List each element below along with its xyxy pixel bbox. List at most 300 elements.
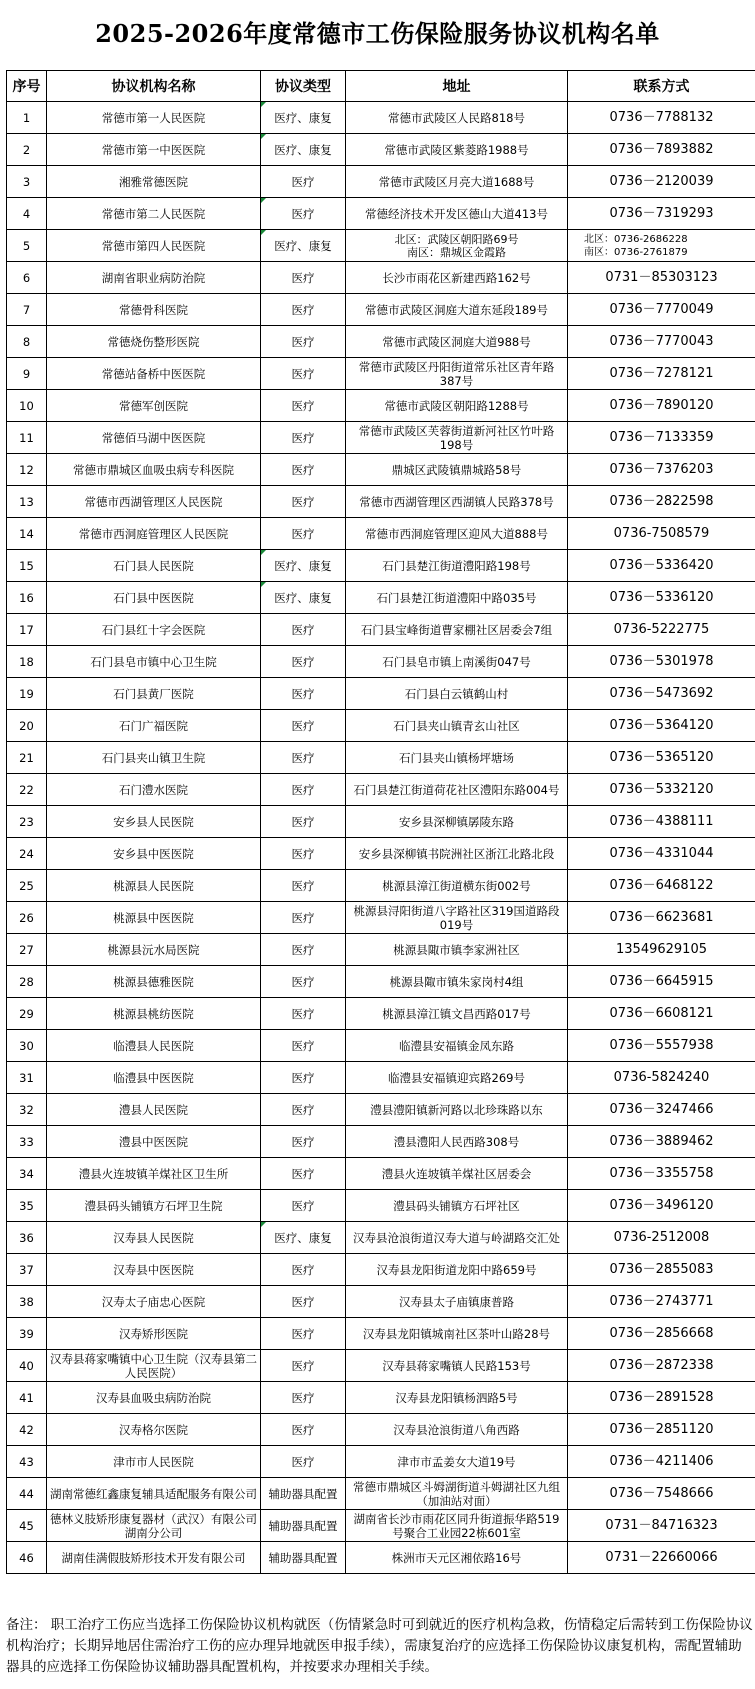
- agreement-type: [261, 262, 346, 294]
- cell-comment-marker: [261, 102, 266, 107]
- agreement-type: [261, 326, 346, 358]
- address: 澧县码头铺镇方石坪社区: [346, 1190, 568, 1222]
- table-row: [7, 1446, 755, 1478]
- institution-name: 石门县黄厂医院: [47, 678, 261, 710]
- table-row: [7, 678, 755, 710]
- institution-name: 汉寿格尔医院: [47, 1414, 261, 1446]
- table-row: [7, 998, 755, 1030]
- agreement-type: [261, 582, 346, 614]
- table-row: [7, 710, 755, 742]
- agreement-type: [261, 486, 346, 518]
- address: 常德市鼎城区斗姆湖街道斗姆湖社区九组（加油站对面）: [346, 1478, 568, 1510]
- agreement-type: [261, 646, 346, 678]
- agreement-type-label: 医疗: [291, 686, 315, 701]
- address: 津市市孟姜女大道19号: [346, 1446, 568, 1478]
- table-row: [7, 230, 755, 262]
- row-index: 26: [7, 902, 47, 934]
- table-row: [7, 1030, 755, 1062]
- agreement-type-label: 医疗: [291, 718, 315, 733]
- agreement-type-label: 医疗: [291, 1070, 315, 1085]
- phone: 0736－5301978: [568, 646, 755, 678]
- table-header-row: [7, 71, 755, 102]
- institution-name: 湖南省职业病防治院: [47, 262, 261, 294]
- institution-name: 常德市第二人民医院: [47, 198, 261, 230]
- table-row: [7, 646, 755, 678]
- row-index: 35: [7, 1190, 47, 1222]
- phone: 0736－5473692: [568, 678, 755, 710]
- cell-comment-marker: [261, 134, 266, 139]
- header-address: 地址: [346, 71, 568, 102]
- agreement-type-label: 医疗: [291, 334, 315, 349]
- institution-name: 桃源县中医医院: [47, 902, 261, 934]
- row-index: 11: [7, 422, 47, 454]
- agreement-type-label: 医疗: [291, 366, 315, 381]
- phone: 0736－7770049: [568, 294, 755, 326]
- agreement-type: [261, 166, 346, 198]
- cell-comment-marker: [261, 230, 266, 235]
- address: 石门县皂市镇上南溪街047号: [346, 646, 568, 678]
- address: 临澧县安福镇金凤东路: [346, 1030, 568, 1062]
- address: 湖南省长沙市雨花区同升街道振华路519号聚合工业园22栋601室: [346, 1510, 568, 1542]
- table-row: [7, 742, 755, 774]
- address: 桃源县陬市镇朱家岗村4组: [346, 966, 568, 998]
- row-index: 9: [7, 358, 47, 390]
- row-index: 29: [7, 998, 47, 1030]
- phone: 0736－3496120: [568, 1190, 755, 1222]
- agreement-type: [261, 1318, 346, 1350]
- table-row: [7, 1542, 755, 1574]
- agreement-type: [261, 1510, 346, 1542]
- agreement-type-label: 医疗: [291, 1038, 315, 1053]
- agreement-type: [261, 198, 346, 230]
- table-row: [7, 934, 755, 966]
- phone: 0736－2856668: [568, 1318, 755, 1350]
- phone: 0736－2872338: [568, 1350, 755, 1382]
- row-index: 8: [7, 326, 47, 358]
- agreement-type-label: 医疗、康复: [274, 142, 332, 157]
- phone: 0736－4331044: [568, 838, 755, 870]
- phone: 0736－6645915: [568, 966, 755, 998]
- agreement-type-label: 医疗: [291, 1102, 315, 1117]
- agreement-type-label: 医疗: [291, 654, 315, 669]
- address: 桃源县陬市镇李家洲社区: [346, 934, 568, 966]
- phone: 0736－6468122: [568, 870, 755, 902]
- phone: 0736－5557938: [568, 1030, 755, 1062]
- row-index: 6: [7, 262, 47, 294]
- table-row: [7, 390, 755, 422]
- agreement-type-label: 医疗: [291, 1006, 315, 1021]
- row-index: 46: [7, 1542, 47, 1574]
- institution-name: 常德市西洞庭管理区人民医院: [47, 518, 261, 550]
- table-row: [7, 1414, 755, 1446]
- address: 桃源县浔阳街道八字路社区319国道路段019号: [346, 902, 568, 934]
- institution-name: 常德市第一人民医院: [47, 102, 261, 134]
- phone: 0736－7890120: [568, 390, 755, 422]
- address: 汉寿县龙阳街道龙阳中路659号: [346, 1254, 568, 1286]
- address: 汉寿县沧浪街道汉寿大道与岭湖路交汇处: [346, 1222, 568, 1254]
- phone-line: 北区：0736-2686228: [584, 233, 688, 245]
- table-row: [7, 1286, 755, 1318]
- agreement-type: [261, 1446, 346, 1478]
- agreement-type: [261, 294, 346, 326]
- phone: 0736－2120039: [568, 166, 755, 198]
- table-row: [7, 902, 755, 934]
- agreement-type: [261, 902, 346, 934]
- institution-name: 临澧县中医医院: [47, 1062, 261, 1094]
- table-row: [7, 1062, 755, 1094]
- phone: 0736－2851120: [568, 1414, 755, 1446]
- phone: 0736－5336420: [568, 550, 755, 582]
- address: 汉寿县蒋家嘴镇人民路153号: [346, 1350, 568, 1382]
- table-row: [7, 1478, 755, 1510]
- institution-name: 常德烧伤整形医院: [47, 326, 261, 358]
- table-row: [7, 294, 755, 326]
- header-phone: 联系方式: [568, 71, 755, 102]
- address: 常德市武陵区人民路818号: [346, 102, 568, 134]
- institution-name: 津市市人民医院: [47, 1446, 261, 1478]
- address: 桃源县漳江街道横东街002号: [346, 870, 568, 902]
- row-index: 12: [7, 454, 47, 486]
- address: 桃源县漳江镇文昌西路017号: [346, 998, 568, 1030]
- address: 石门县白云镇鹤山村: [346, 678, 568, 710]
- address: 安乡县深柳镇孱陵东路: [346, 806, 568, 838]
- row-index: 15: [7, 550, 47, 582]
- agreement-type-label: 医疗: [291, 622, 315, 637]
- address-line: 南区：鼎城区金霞路: [407, 245, 506, 259]
- agreement-type-label: 医疗、康复: [274, 1230, 332, 1245]
- address: 株洲市天元区湘依路16号: [346, 1542, 568, 1574]
- table-row: [7, 806, 755, 838]
- agreement-type-label: 医疗: [291, 1454, 315, 1469]
- agreement-type-label: 医疗: [291, 270, 315, 285]
- institution-name: 汉寿县中医医院: [47, 1254, 261, 1286]
- row-index: 16: [7, 582, 47, 614]
- row-index: 20: [7, 710, 47, 742]
- agreement-type-label: 医疗、康复: [274, 238, 332, 253]
- table-row: [7, 1158, 755, 1190]
- agreement-type: [261, 614, 346, 646]
- agreement-type: [261, 774, 346, 806]
- table-row: [7, 614, 755, 646]
- agreement-type: [261, 966, 346, 998]
- institution-name: 安乡县中医医院: [47, 838, 261, 870]
- address: 常德市武陵区洞庭大道988号: [346, 326, 568, 358]
- table-body: [7, 102, 755, 1574]
- institution-name: 安乡县人民医院: [47, 806, 261, 838]
- agreement-type-label: 医疗: [291, 1166, 315, 1181]
- row-index: 32: [7, 1094, 47, 1126]
- phone: 0736－7319293: [568, 198, 755, 230]
- table-row: [7, 166, 755, 198]
- agreement-type: [261, 678, 346, 710]
- phone: 0736－2891528: [568, 1382, 755, 1414]
- agreement-type-label: 医疗: [291, 302, 315, 317]
- header-name: 协议机构名称: [47, 71, 261, 102]
- institution-name: 常德市鼎城区血吸虫病专科医院: [47, 454, 261, 486]
- phone: 0736－2743771: [568, 1286, 755, 1318]
- phone: 0736－7376203: [568, 454, 755, 486]
- address: [346, 230, 568, 262]
- table-row: [7, 486, 755, 518]
- institution-name: 石门县红十字会医院: [47, 614, 261, 646]
- table-row: [7, 1510, 755, 1542]
- header-index: 序号: [7, 71, 47, 102]
- agreement-type: [261, 870, 346, 902]
- address: 石门县夹山镇杨坪塘场: [346, 742, 568, 774]
- row-index: 19: [7, 678, 47, 710]
- agreement-type: [261, 1286, 346, 1318]
- institution-name: 澧县火连坡镇羊煤社区卫生所: [47, 1158, 261, 1190]
- table-row: [7, 518, 755, 550]
- cell-comment-marker: [261, 582, 266, 587]
- institution-name: 石门县中医医院: [47, 582, 261, 614]
- row-index: 4: [7, 198, 47, 230]
- institution-name: 德林义肢矫形康复器材（武汉）有限公司湖南分公司: [47, 1510, 261, 1542]
- agreement-type: [261, 1382, 346, 1414]
- page-title: 2025-2026年度常德市工伤保险服务协议机构名单: [95, 19, 660, 48]
- agreement-type: [261, 1542, 346, 1574]
- agreement-type: [261, 1126, 346, 1158]
- table-row: [7, 134, 755, 166]
- institution-name: 澧县人民医院: [47, 1094, 261, 1126]
- agreement-type-label: 医疗: [291, 174, 315, 189]
- agreement-type-label: 辅助器具配置: [268, 1550, 338, 1565]
- phone: 0736－5365120: [568, 742, 755, 774]
- table-row: [7, 966, 755, 998]
- table-row: [7, 454, 755, 486]
- address: 石门县宝峰街道曹家棚社区居委会7组: [346, 614, 568, 646]
- agreement-type-label: 医疗: [291, 1198, 315, 1213]
- table-row: [7, 102, 755, 134]
- address: 澧县火连坡镇羊煤社区居委会: [346, 1158, 568, 1190]
- address: 常德市武陵区紫菱路1988号: [346, 134, 568, 166]
- phone: 0736－2855083: [568, 1254, 755, 1286]
- table-row: [7, 262, 755, 294]
- phone: 0736－6623681: [568, 902, 755, 934]
- agreement-type: [261, 806, 346, 838]
- row-index: 31: [7, 1062, 47, 1094]
- institution-name: 石门澧水医院: [47, 774, 261, 806]
- row-index: 24: [7, 838, 47, 870]
- agreement-type-label: 医疗: [291, 1262, 315, 1277]
- institution-name: 石门县夹山镇卫生院: [47, 742, 261, 774]
- row-index: 3: [7, 166, 47, 198]
- agreement-type-label: 医疗: [291, 206, 315, 221]
- cell-comment-marker: [261, 198, 266, 203]
- agreement-type-label: 医疗: [291, 398, 315, 413]
- agreement-type: [261, 134, 346, 166]
- phone: 0736－4388111: [568, 806, 755, 838]
- agreement-type: [261, 454, 346, 486]
- row-index: 36: [7, 1222, 47, 1254]
- agreement-type: [261, 422, 346, 454]
- agreement-type-label: 医疗、康复: [274, 110, 332, 125]
- institution-name: 湖南常德红鑫康复辅具适配服务有限公司: [47, 1478, 261, 1510]
- agreement-type: [261, 1190, 346, 1222]
- institution-name: 湘雅常德医院: [47, 166, 261, 198]
- agreement-type: [261, 1030, 346, 1062]
- institution-name: 常德市第一中医医院: [47, 134, 261, 166]
- agreement-type-label: 医疗: [291, 1358, 315, 1373]
- agreement-type-label: 医疗: [291, 1326, 315, 1341]
- address: 汉寿县龙阳镇杨泗路5号: [346, 1382, 568, 1414]
- row-index: 30: [7, 1030, 47, 1062]
- agreement-type-label: 医疗: [291, 1294, 315, 1309]
- agreement-type-label: 医疗: [291, 462, 315, 477]
- address: 鼎城区武陵镇鼎城路58号: [346, 454, 568, 486]
- address: 常德市西湖管理区西湖镇人民路378号: [346, 486, 568, 518]
- table-row: [7, 550, 755, 582]
- table-row: [7, 1254, 755, 1286]
- phone: 0736－7788132: [568, 102, 755, 134]
- address: 长沙市雨花区新建西路162号: [346, 262, 568, 294]
- address: 石门县楚江街道澧阳中路035号: [346, 582, 568, 614]
- table-row: [7, 838, 755, 870]
- phone: 13549629105: [568, 934, 755, 966]
- agreement-type: [261, 1350, 346, 1382]
- row-index: 42: [7, 1414, 47, 1446]
- table-row: [7, 582, 755, 614]
- table-row: [7, 1222, 755, 1254]
- agreement-type: [261, 1158, 346, 1190]
- row-index: 37: [7, 1254, 47, 1286]
- agreement-type: [261, 1094, 346, 1126]
- address: 临澧县安福镇迎宾路269号: [346, 1062, 568, 1094]
- agreement-type: [261, 1414, 346, 1446]
- agreement-type-label: 医疗: [291, 846, 315, 861]
- row-index: 2: [7, 134, 47, 166]
- agreement-type: [261, 1062, 346, 1094]
- row-index: 44: [7, 1478, 47, 1510]
- address: 澧县澧阳人民西路308号: [346, 1126, 568, 1158]
- institution-name: 桃源县德雅医院: [47, 966, 261, 998]
- table-row: [7, 1318, 755, 1350]
- institution-name: 石门县皂市镇中心卫生院: [47, 646, 261, 678]
- row-index: 5: [7, 230, 47, 262]
- agreement-type: [261, 1478, 346, 1510]
- row-index: 21: [7, 742, 47, 774]
- institution-name: 汉寿县血吸虫病防治院: [47, 1382, 261, 1414]
- table-row: [7, 358, 755, 390]
- header-type: 协议类型: [261, 71, 346, 102]
- agreement-type-label: 医疗: [291, 494, 315, 509]
- phone: 0736－7893882: [568, 134, 755, 166]
- phone: 0736-2512008: [568, 1222, 755, 1254]
- cell-comment-marker: [261, 550, 266, 555]
- agreement-type: [261, 1254, 346, 1286]
- phone: 0736－7133359: [568, 422, 755, 454]
- agreement-type-label: 医疗: [291, 1390, 315, 1405]
- row-index: 27: [7, 934, 47, 966]
- row-index: 25: [7, 870, 47, 902]
- agreement-type: [261, 934, 346, 966]
- row-index: 10: [7, 390, 47, 422]
- table-row: [7, 422, 755, 454]
- cell-comment-marker: [261, 1222, 266, 1227]
- institution-name: 汉寿太子庙忠心医院: [47, 1286, 261, 1318]
- address: 常德经济技术开发区德山大道413号: [346, 198, 568, 230]
- agreement-type-label: 医疗: [291, 526, 315, 541]
- phone: 0731－22660066: [568, 1542, 755, 1574]
- agreement-type-label: 医疗、康复: [274, 590, 332, 605]
- agreement-type-label: 辅助器具配置: [268, 1486, 338, 1501]
- agreement-type-label: 医疗: [291, 782, 315, 797]
- phone: 0736－5336120: [568, 582, 755, 614]
- agreement-type: [261, 390, 346, 422]
- institution-name: 汉寿县人民医院: [47, 1222, 261, 1254]
- phone: 0736－6608121: [568, 998, 755, 1030]
- address: 常德市武陵区月亮大道1688号: [346, 166, 568, 198]
- institution-name: 桃源县沅水局医院: [47, 934, 261, 966]
- row-index: 40: [7, 1350, 47, 1382]
- footnote: 备注： 职工治疗工伤应当选择工伤保险协议机构就医（伤情紧急时可到就近的医疗机构急救，伤情稳定后需转到工伤保险协议机构治疗；长期异地居住需治疗工伤的应办理异地就医申报手续），需康复治疗的应选择工伤保险协议康复机构，需配置辅助器具的应选择工伤保险协议辅助器具配置机构，并按要求办理相关手续。: [6, 1617, 753, 1675]
- institution-name: 汉寿县蒋家嘴镇中心卫生院（汉寿县第二人民医院）: [47, 1350, 261, 1382]
- phone: 0731－85303123: [568, 262, 755, 294]
- institution-name: 常德骨科医院: [47, 294, 261, 326]
- address: 常德市武陵区芙蓉街道新河社区竹叶路198号: [346, 422, 568, 454]
- agreement-type: [261, 742, 346, 774]
- institution-name: 常德市第四人民医院: [47, 230, 261, 262]
- phone: [568, 230, 755, 262]
- address: 石门县楚江街道荷花社区澧阳东路004号: [346, 774, 568, 806]
- table-row: [7, 1094, 755, 1126]
- agreement-type-label: 医疗: [291, 1422, 315, 1437]
- institution-name: 桃源县桃纺医院: [47, 998, 261, 1030]
- phone: 0736－7278121: [568, 358, 755, 390]
- address: 常德市西洞庭管理区迎风大道888号: [346, 518, 568, 550]
- row-index: 14: [7, 518, 47, 550]
- phone: 0736－3355758: [568, 1158, 755, 1190]
- address: 常德市武陵区朝阳路1288号: [346, 390, 568, 422]
- address: 汉寿县龙阳镇城南社区茶叶山路28号: [346, 1318, 568, 1350]
- agreement-type-label: 医疗、康复: [274, 558, 332, 573]
- phone: 0736－5364120: [568, 710, 755, 742]
- row-index: 13: [7, 486, 47, 518]
- agreement-type-label: 医疗: [291, 942, 315, 957]
- agreement-type: [261, 518, 346, 550]
- table-row: [7, 1190, 755, 1222]
- row-index: 18: [7, 646, 47, 678]
- phone: 0736－7770043: [568, 326, 755, 358]
- institution-name: 常德市西湖管理区人民医院: [47, 486, 261, 518]
- agreement-type: [261, 838, 346, 870]
- agreement-type-label: 医疗: [291, 1134, 315, 1149]
- institution-name: 桃源县人民医院: [47, 870, 261, 902]
- row-index: 34: [7, 1158, 47, 1190]
- row-index: 1: [7, 102, 47, 134]
- phone-line: 南区：0736-2761879: [584, 246, 688, 258]
- address: 常德市武陵区洞庭大道东延段189号: [346, 294, 568, 326]
- agreement-type: [261, 998, 346, 1030]
- agreement-type-label: 医疗: [291, 974, 315, 989]
- table-row: [7, 870, 755, 902]
- phone: 0736－3889462: [568, 1126, 755, 1158]
- phone: 0736－3247466: [568, 1094, 755, 1126]
- institution-name: 湖南佳满假肢矫形技术开发有限公司: [47, 1542, 261, 1574]
- institution-name: 澧县码头铺镇方石坪卫生院: [47, 1190, 261, 1222]
- address: 安乡县深柳镇书院洲社区浙江北路北段: [346, 838, 568, 870]
- table-row: [7, 1350, 755, 1382]
- address: 汉寿县沧浪街道八角西路: [346, 1414, 568, 1446]
- institution-table: [6, 70, 755, 1574]
- agreement-type: [261, 550, 346, 582]
- address: 石门县楚江街道澧阳路198号: [346, 550, 568, 582]
- phone: 0736－2822598: [568, 486, 755, 518]
- row-index: 28: [7, 966, 47, 998]
- row-index: 39: [7, 1318, 47, 1350]
- address: 石门县夹山镇青玄山社区: [346, 710, 568, 742]
- agreement-type-label: 医疗: [291, 910, 315, 925]
